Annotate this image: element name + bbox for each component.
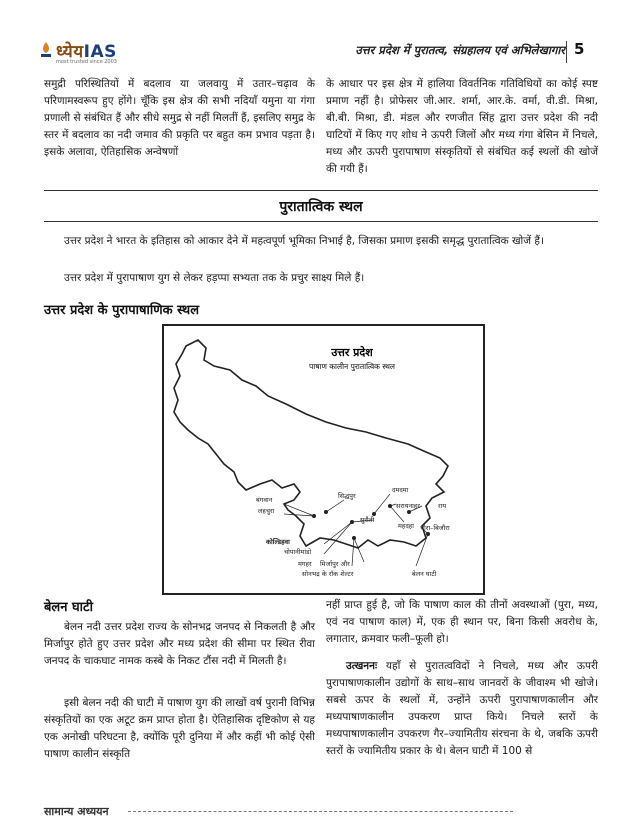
- top-right-paragraph: के आधार पर इस क्षेत्र में हालिया विवर्तनिक गतिविधियों का कोई स्पष्ट प्रमाण नहीं है। प्रोफेसर जी.आर. शर्मा, आर.के. वर्मा, वी.डी. मिश्रा, बी.बी. मिश्रा, डी. मंडल और रणजीत सिंह द्वारा उत्तर प्रदेश की नदी घाटियों में किए गए शोध ने ऊपरी जिलों और मध्य गंगा बेसिन में निचले, मध्य और ऊपरी पुरापाषाण संस्कृतियों से संबंधित कई स्थलों की खोजें की गयी हैं।: [326, 78, 598, 175]
- map-subtitle: पाषाण कालीन पुरातात्विक स्थल: [309, 362, 395, 371]
- brand-logo: [38, 39, 148, 69]
- label-rai: राय: [438, 502, 447, 510]
- label-sarainahar: सरायनाहर: [396, 502, 420, 510]
- label-chaura-bijaura: चौरा–बिजौरा: [420, 524, 450, 532]
- top-left-paragraph: समुद्री परिस्थितियों में बदलाव या जलवायु में उतार–चढ़ाव के परिणामस्वरूप हुए होंगे। चूँकि इस क्षेत्र की सभी नदियाँ यमुना या गंगा प्रणाली से संबंधित हैं और सीधे समुद्र से नहीं मिलतीं हैं, इसलिए समुद्र के स्तर में बदलाव का नदी जमाव की प्रकृति पर बहुत कम प्रभाव पड़ता है। इसके अलावा, ऐतिहासिक अन्वेषणों: [44, 78, 315, 158]
- label-belan-ghati: बेलन घाटी: [412, 570, 437, 578]
- label-lahchura: लहचुरा: [258, 507, 275, 515]
- section-rule-bottom: [44, 221, 598, 222]
- label-magrahar: मगहर: [298, 560, 312, 568]
- intro-paragraph-1: उत्तर प्रदेश ने भारत के इतिहास को आकार देने में महत्वपूर्ण भूमिका निभाई है, जिसका प्रमाण इसकी समृद्ध पुरातात्विक खोजें हैं।: [64, 235, 544, 247]
- header-divider: [566, 41, 567, 63]
- lamp-icon: [38, 41, 54, 59]
- label-damdama: दमदमा: [392, 486, 409, 494]
- label-chopanimando: चोपानीमांडो: [284, 548, 312, 556]
- page-number: 5: [574, 40, 585, 58]
- section-rule-top: [44, 190, 598, 191]
- label-koldihwa: कोल्डिहवा: [266, 538, 290, 546]
- label-siddhpur: सिद्धपुर: [338, 492, 356, 500]
- section-title: पुरातात्विक स्थल: [279, 199, 363, 215]
- label-mirzapur: मिर्जापुर और: [320, 560, 350, 568]
- intro-paragraph-2: उत्तर प्रदेश में पुरापाषाण युग से लेकर हड़प्पा सभ्यता तक के प्रचुर साक्ष्य मिले हैं।: [64, 272, 365, 284]
- excavation-text: यहाँ से पुरातत्वविदों ने निचले, मध्य और ऊपरी पुरापाषाणकालीन उद्योगों के साथ–साथ जानवरों के जीवाश्म भी खोजे। सबसे ऊपर के स्थलों में, उन्होंने ऊपरी पुरापाषाणकालीन और मध्यपाषाणकालीन उपकरण प्राप्त किये। निचले स्तरों के मध्यपाषाणकालीन उपकरण गैर–ज्यामितीय संरचना के थे, जबकि ऊपरी स्तरों के ज्यामितीय प्रकार के थे। बेलन घाटी में 100 से: [326, 660, 598, 757]
- map-title: उत्तर प्रदेश: [331, 346, 373, 359]
- label-banbasa: बंगवान: [256, 496, 273, 504]
- belan-heading: बेलन घाटी: [44, 600, 93, 615]
- map-subheading: उत्तर प्रदेश के पुरापाषाणिक स्थल: [44, 303, 200, 318]
- logo-wordmark: ध्येयIAS: [56, 42, 117, 62]
- label-sonbhadra: सोनभद्र के रॉक शेल्टर: [302, 570, 354, 578]
- label-mahadaha: महदहा: [398, 522, 414, 530]
- state-outline: [174, 340, 448, 548]
- belan-paragraph-1: बेलन नदी उत्तर प्रदेश राज्य के सोनभद्र जनपद से निकलती है और मिर्जापुर होते हुए उत्तर प्रदेश और मध्य प्रदेश की सीमा पर स्थित रीवा जनपद के चाकघाट नामक कस्बे के निकट टौंस नदी में मिलती है।: [44, 621, 315, 667]
- logo-tagline: most trusted since 2003: [56, 59, 117, 65]
- belan-paragraph-4: [326, 658, 598, 760]
- label-surauti: सुरौती: [360, 516, 375, 524]
- footer-rule: [128, 811, 513, 812]
- up-map-svg: [164, 326, 483, 593]
- footer-label: सामान्य अध्ययन: [44, 805, 109, 818]
- up-map-figure: [162, 324, 485, 595]
- excavation-label: उत्खननः: [346, 660, 378, 672]
- running-title: उत्तर प्रदेश में पुरातत्व, संग्रहालय एवं अभिलेखागार: [355, 43, 565, 57]
- belan-paragraph-2: इसी बेलन नदी की घाटी में पाषाण युग की लाखों वर्ष पुरानी विभिन्न संस्कृतियों का एक अटूट क्रम प्राप्त होता है। ऐतिहासिक दृष्टिकोण से यह एक अनोखी परिघटना है, क्योंकि पूरी दुनिया में और कहीं भी कोई ऐसी पाषाण कालीन संस्कृति: [44, 697, 315, 760]
- belan-paragraph-3: नहीं प्राप्त हुई है, जो कि पाषाण काल की तीनों अवस्थाओं (पुरा, मध्य, एवं नव पाषाण काल) में, एक ही स्थान पर, बिना किसी अवरोध के, लगातार, क्रमवार फली–फूली हो।: [326, 599, 598, 645]
